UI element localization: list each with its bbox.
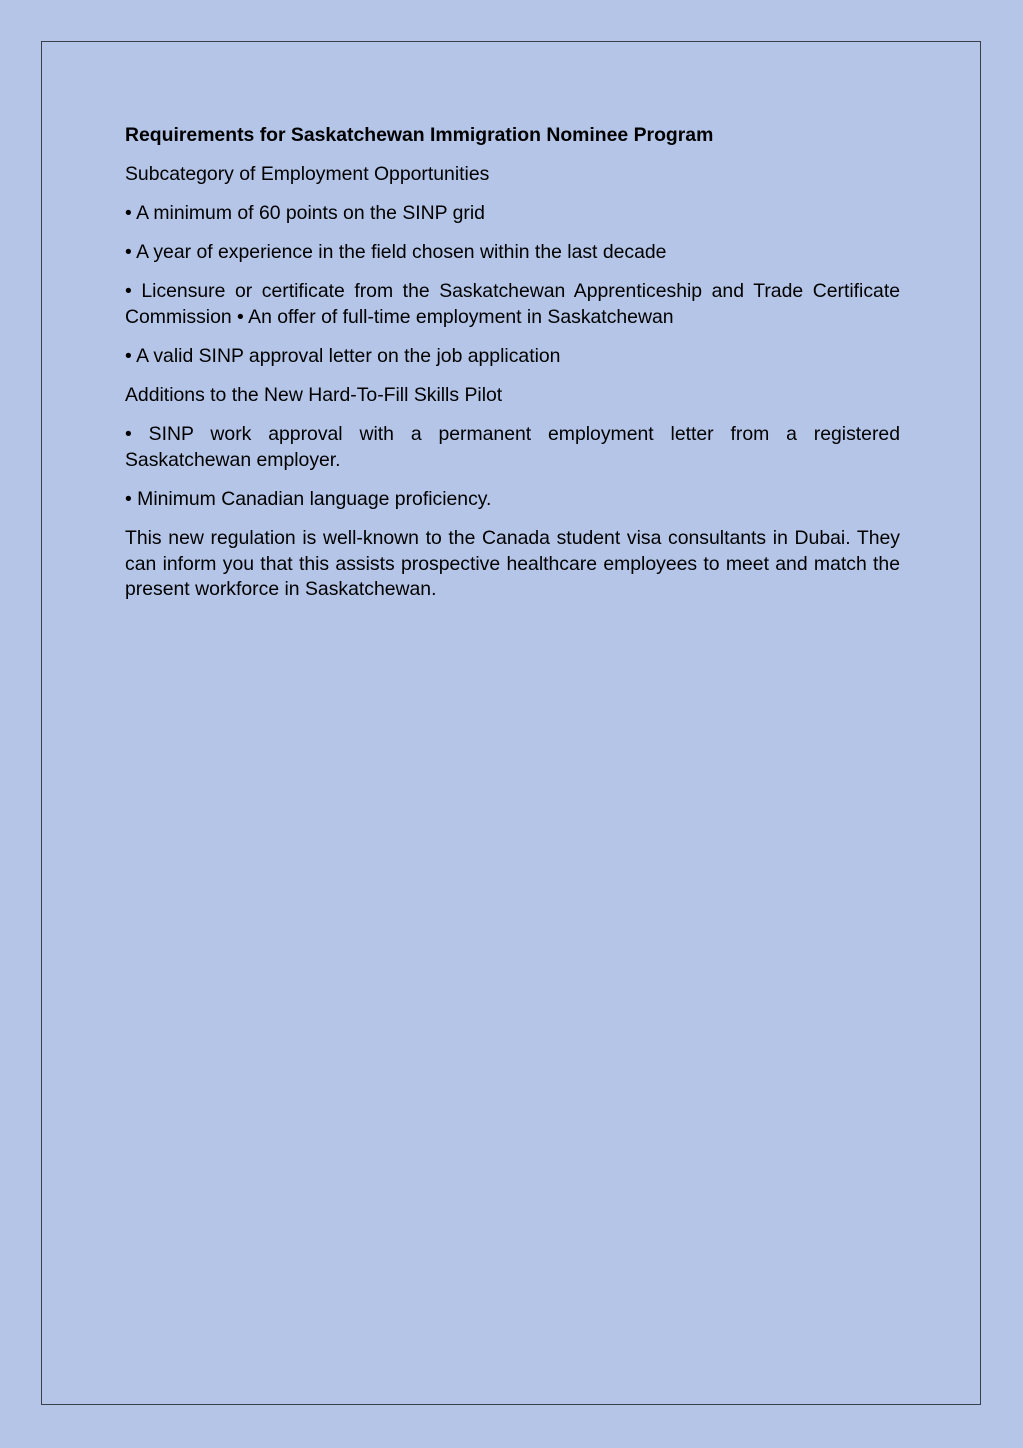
subheading-employment-opportunities: Subcategory of Employment Opportunities (125, 163, 490, 186)
list-item: • A minimum of 60 points on the SINP grid (125, 202, 485, 225)
list-item: • Minimum Canadian language proficiency. (125, 487, 492, 510)
document-title: Requirements for Saskatchewan Immigration Nominee Program (125, 124, 714, 146)
list-item: • Licensure or certificate from the Saskatchewan Apprenticeship and Trade Certificate Commission • An offer of full-time employment in Saskatchewan (125, 280, 900, 328)
closing-paragraph: This new regulation is well-known to the Canada student visa consultants in Dubai. They can inform you that this assists prospective healthcare employees to meet and match the present workforce in Saskatchewan. (125, 527, 900, 601)
list-item: • A year of experience in the field chosen within the last decade (125, 241, 667, 264)
document-body (125, 123, 900, 616)
page-frame (41, 41, 981, 1405)
list-item: • A valid SINP approval letter on the job application (125, 345, 561, 368)
subheading-hard-to-fill-skills: Additions to the New Hard-To-Fill Skills Pilot (125, 384, 503, 407)
list-item: • SINP work approval with a permanent employment letter from a registered Saskatchewan employer. (125, 423, 900, 471)
